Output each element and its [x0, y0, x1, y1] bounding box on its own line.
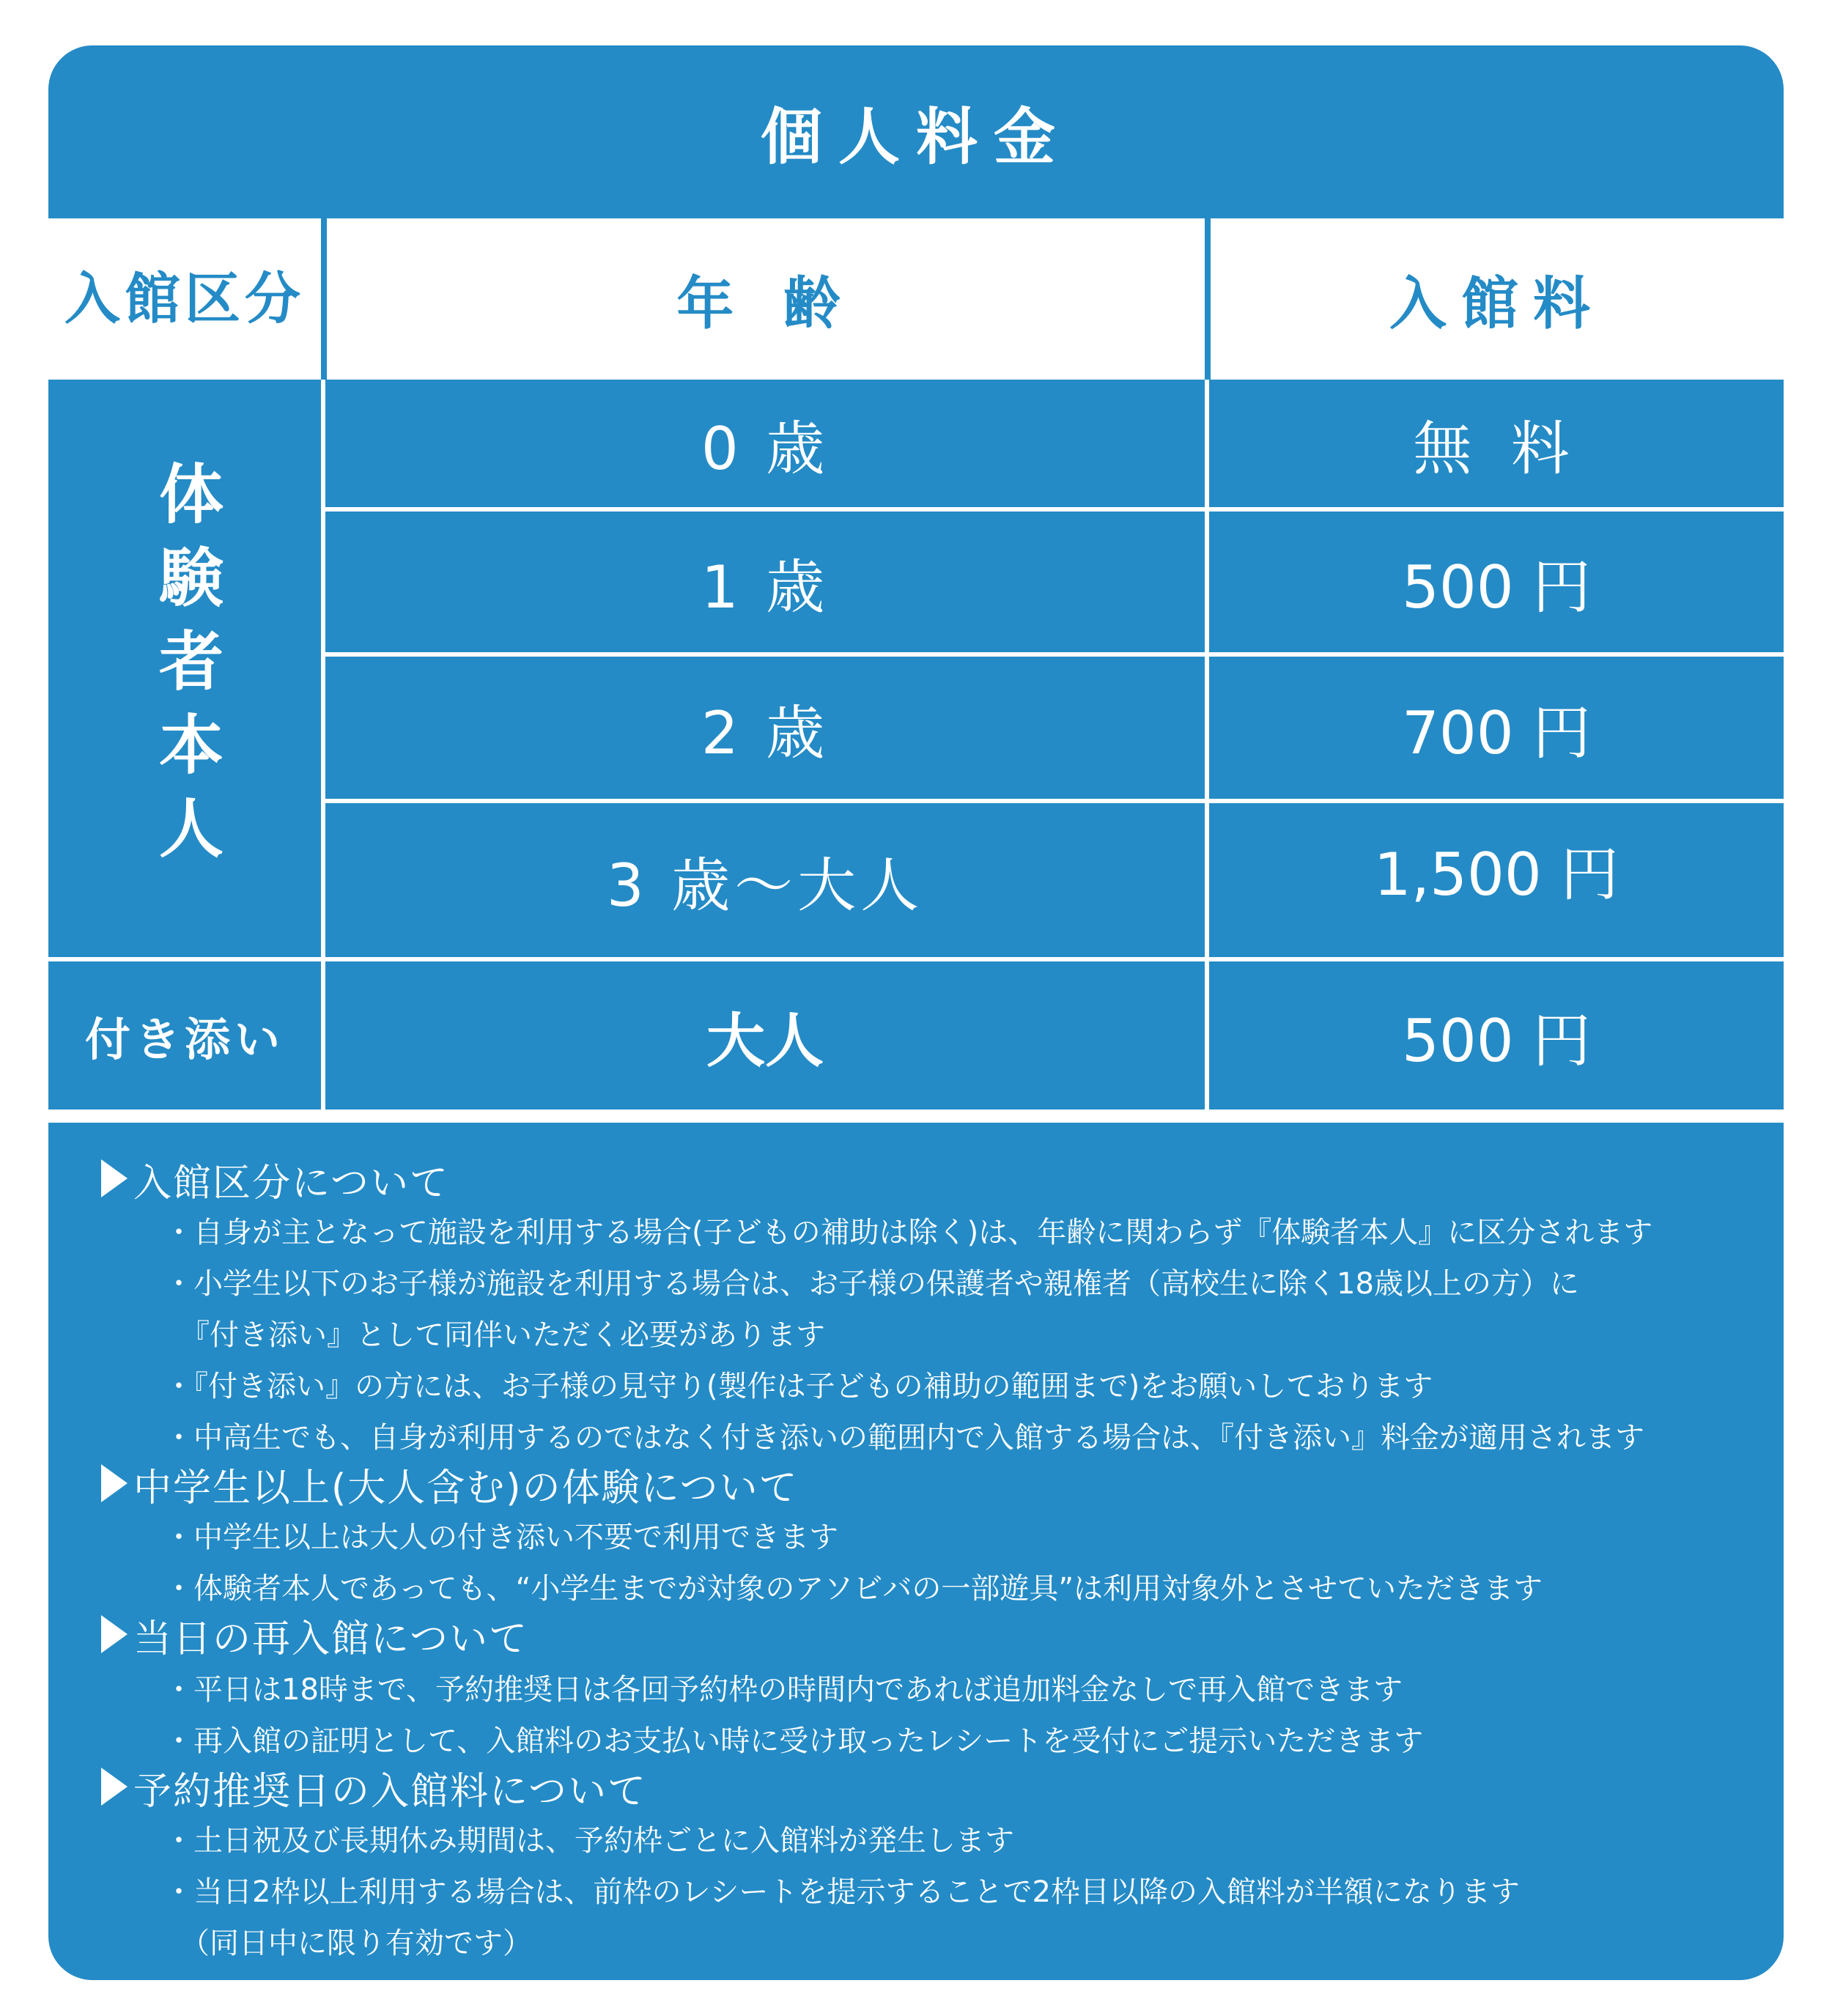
triangle-bullet-icon [101, 1768, 128, 1806]
note-item: ・当日2枠以上利用する場合は、前枠のレシートを提示することで2枠目以降の入館料が半額になります [164, 1875, 1520, 1909]
notes-section [48, 1123, 1784, 1980]
note-item: ・自身が主となって施設を利用する場合(子どもの補助は除く)は、年齢に関わらず『体験者本人』に区分されます [164, 1216, 1653, 1249]
note-section-title: 予約推奨日の入館料について [101, 1760, 647, 1815]
pricing-card [48, 45, 1784, 1980]
header-category [48, 218, 321, 380]
row-fee: 700 円 [1401, 698, 1592, 767]
note-item: ・体験者本人であっても、“小学生までが対象のアソビバの一部遊具”は利用対象外とさせていただきます [164, 1572, 1543, 1606]
triangle-bullet-icon [101, 1464, 128, 1502]
attendant-fee: 500 円 [1401, 1006, 1592, 1075]
triangle-bullet-icon [101, 1615, 128, 1653]
category-main-cell [48, 380, 324, 959]
header-age: 年 齢 [327, 218, 1205, 380]
row-age: 2 歳 [701, 698, 830, 767]
note-section-title: 入館区分について [101, 1152, 449, 1207]
note-item: ・中学生以上は大人の付き添い不要で利用できます [164, 1521, 838, 1554]
row-age: 3 歳～大人 [606, 851, 924, 920]
note-item: ・平日は18時まで、予約推奨日は各回予約枠の時間内であれば追加料金なしで再入館できます [164, 1673, 1403, 1707]
row-fee: 500 円 [1401, 553, 1592, 621]
row-age: 1 歳 [701, 553, 830, 621]
header-fee: 入館料 [1211, 218, 1784, 380]
row-age: 0 歳 [701, 414, 830, 483]
header-category-line1: 入館 [64, 266, 185, 331]
note-item: 『付き添い』として同伴いただく必要があります [180, 1318, 825, 1352]
section-gap [48, 1109, 1784, 1123]
page-title: 個人料金 [760, 100, 1071, 173]
note-section-title: 当日の再入館について [101, 1608, 528, 1663]
triangle-bullet-icon [101, 1159, 128, 1197]
note-item: ・中高生でも、自身が利用するのではなく付き添いの範囲内で入館する場合は、『付き添い』料金が適用されます [164, 1421, 1644, 1455]
note-section-title: 中学生以上(大人含む)の体験について [101, 1457, 799, 1512]
attendant-age: 大人 [706, 1006, 824, 1075]
note-item: ・小学生以下のお子様が施設を利用する場合は、お子様の保護者や親権者（高校生に除く18歳以上の方）に [164, 1267, 1579, 1301]
note-item: ・『付き添い』の方には、お子様の見守り(製作は子どもの補助の範囲まで)をお願いしております [164, 1370, 1433, 1403]
note-item: ・再入館の証明として、入館料のお支払い時に受け取ったレシートを受付にご提示いただきます [164, 1724, 1424, 1758]
category-attendant: 付き添い [84, 1012, 284, 1066]
row-fee: 無 料 [1413, 414, 1580, 483]
header-category-line2: 区分 [185, 266, 305, 331]
category-main: 体験者本人 [149, 460, 224, 878]
note-item: （同日中に限り有効です） [180, 1927, 532, 1960]
row-fee: 1,500 円 [1373, 840, 1619, 909]
note-item: ・土日祝及び長期休み期間は、予約枠ごとに入館料が発生します [164, 1824, 1014, 1858]
